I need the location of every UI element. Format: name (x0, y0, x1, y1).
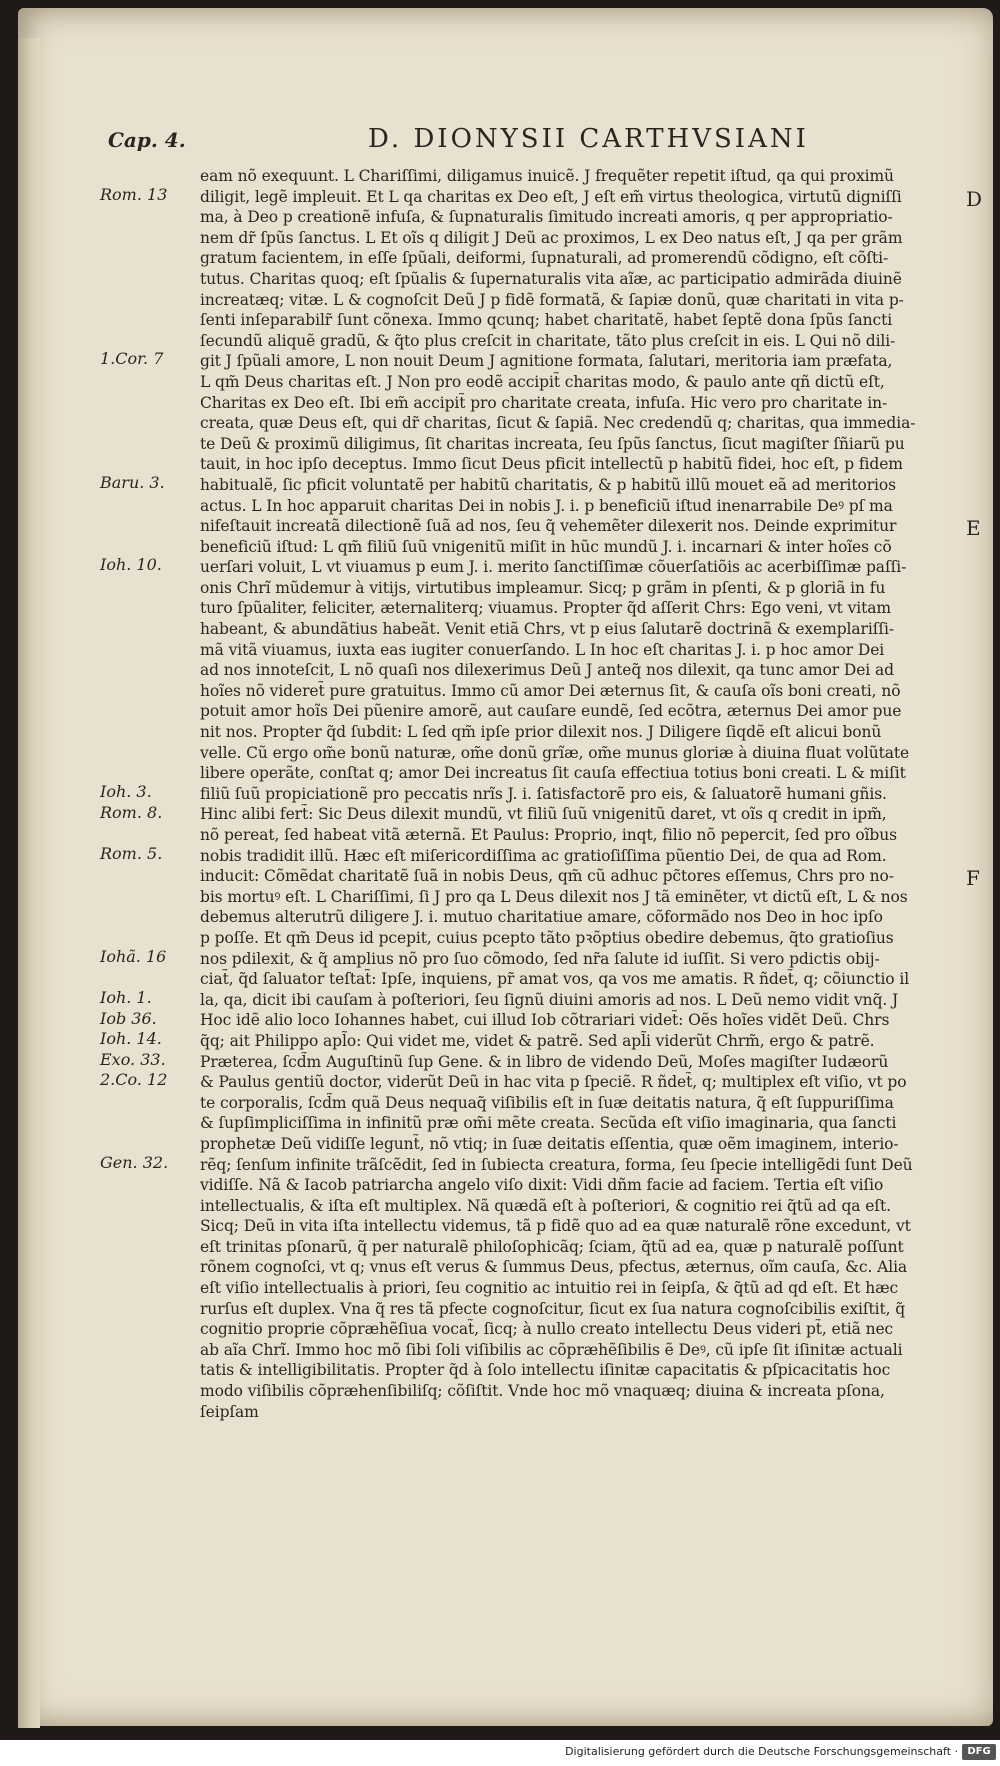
body-text (200, 166, 960, 1422)
text-line: uerſari voluit, L vt viuamus p eum J. i. merito ſanctiſſimæ cõuerſatiõis ac acerbiſſimæ paſſi- (200, 558, 907, 577)
text-line: rõnem cognoſci, vt q; vnus eſt verus & ſummus Deus, pfectus, æternus, oĩm cauſa, &c. Alia (200, 1258, 908, 1277)
margin-reference: Rom. 5. (100, 843, 163, 863)
text-line: ſecundũ aliquẽ gradũ, & q̃to plus creſcit in charitate, tãto plus creſcit in eis. L Qui nõ dili- (200, 331, 896, 350)
text-line: eam nõ exequunt. L Chariſſimi, diligamus inuicẽ. J frequẽter repetit iſtud, qa qui proximũ (200, 167, 894, 185)
text-line: rurſus eſt duplex. Vna q̃ res tã pfecte cognoſcitur, ſicut ex ſua natura cognoſcibilis exiſtit, q̃ (200, 1299, 906, 1318)
text-line: eſt trinitas pſonarũ, q̃ per naturalẽ philoſophicãq; ſciam, q̃tũ ad ea, quæ p naturalẽ poſſunt (200, 1237, 904, 1256)
text-line: actus. L In hoc apparuit charitas Dei in nobis J. i. p beneficiũ iſtud inenarrabile Deꝰ pſ ma (200, 496, 893, 515)
text-line: ciat̃, q̃d ſaluator teſtat̃: Ipſe, inquiens, pr̃ amat vos, qa vos me amatis. R ñdet̃, q; cõiunctio il (200, 970, 910, 989)
text-line: inducit: Cõmẽdat charitatẽ ſuã in nobis Deus, qm̃ cũ adhuc pc̃tores eſſemus, Chrs pro no- (200, 867, 894, 886)
text-line: creata, quæ Deus eſt, qui dr̃ charitas, ſicut & ſapiã. Nec credendũ q; charitas, qua immedia- (200, 414, 916, 433)
text-line: nem dr̃ ſpũs ſanctus. L Et oĩs q diligit J Deũ ac proximos, L ex Deo natus eſt, J qa per grãm (200, 228, 903, 247)
text-line: ſenti inſeparabilr̃ ſunt cõnexa. Immo qcunq; habet charitatẽ, habet ſeptẽ dona ſpũs ſancti (200, 311, 893, 330)
text-line: nifeſtauit increatã dilectionẽ ſuã ad nos, ſeu q̃ vehemẽter dilexerit nos. Deinde exprimitur (200, 517, 897, 536)
chapter-label: Cap. 4. (108, 128, 186, 152)
text-line: bis mortuꝰ eſt. L Chariſſimi, ſi J pro qa L Deus dilexit nos J tã eminẽter, vt dictũ eſt, L & nos (200, 887, 908, 906)
footer-bar (0, 1740, 1000, 1766)
section-letter: E (966, 516, 981, 541)
text-line: L qm̃ Deus charitas eſt. J Non pro eodẽ accipit̃ charitas modo, & paulo ante qñ dictũ eſt, (200, 372, 885, 391)
funding-notice: Digitalisierung gefördert durch die Deutsche Forschungsgemeinschaft · (565, 1745, 958, 1758)
text-line: Sicq; Deũ in vita iſta intellectu videmus, tã p fidẽ quo ad ea quæ naturalẽ rõne excedunt, vt (200, 1217, 911, 1236)
text-line: eſt viſio intellectualis à priori, ſeu cognitio ac intuitio rei in ſeipſa, & q̃tũ ad qd eſt. Et hæc (200, 1279, 899, 1298)
text-line: Hinc alibi fert̃: Sic Deus dilexit mundũ, vt filiũ ſuũ vnigenitũ daret, vt oĩs q credit in ipm̃, (200, 805, 887, 824)
text-line: nõ pereat, ſed habeat vitã æternã. Et Paulus: Proprio, inqt, filio nõ pepercit, ſed pro oĩbus (200, 826, 897, 844)
text-line: intellectualis, & iſta eſt multiplex. Nã quædã eſt à poſteriori, & cognitio rei q̃tũ ad qa eſt. (200, 1196, 891, 1215)
text-line: diligit, legẽ impleuit. Et L qa charitas ex Deo eſt, J eſt em̃ virtus theologica, virtutũ digniſſi (200, 187, 902, 206)
text-line: Præterea, ſcd̃m Auguſtinũ ſup Gene. & in libro de videndo Deũ, Moſes magiſter Iudæorũ (200, 1052, 889, 1071)
text-line: tatis & intelligibilitatis. Propter q̃d à ſolo intellectu iſinitæ capacitatis & pſpicacitatis hoc (200, 1361, 891, 1380)
text-line: increatæq; vitæ. L & cognoſcit Deũ J p fidẽ formatã, & ſapiæ donũ, quæ charitati in vita p- (200, 290, 904, 309)
text-line: beneficiũ iſtud: L qm̃ filiũ ſuũ vnigenitũ miſit in hũc mundũ J. i. incarnari & inter hoĩes cõ (200, 537, 892, 556)
text-line: libere operãte, conſtat q; amor Dei increatus ſit cauſa effectiua totius boni creati. L & miſit (200, 764, 906, 783)
text-line: p poſſe. Et qm̃ Deus id pcepit, cuius pcepto tãto pꝛõptius obedire debemus, q̃to gratioſius (200, 928, 894, 947)
margin-reference: Ioh. 14. (100, 1029, 162, 1049)
text-line: nit nos. Propter q̃d ſubdit: L ſed qm̃ ipſe prior dilexit nos. J Diligere ſiqdẽ eſt alicui bonũ (200, 723, 882, 742)
text-line: ad nos innoteſcit, L nõ quaſi nos dilexerimus Deũ J anteq̃ nos dilexit, qa tunc amor Dei ad (200, 661, 894, 680)
page-edge (18, 38, 40, 1728)
text-line: ab aĩa Chrĩ. Immo hoc mõ ſibi ſoli viſibilis ac cõpræhẽſibilis ẽ Deꝰ, cũ ipſe ſit iſinitæ actuali (200, 1340, 903, 1359)
text-line: tutus. Charitas quoq; eſt ſpũalis & ſupernaturalis vita aĩæ, ac participatio admirãda diuinẽ (200, 269, 902, 288)
text-line: & Paulus gentiũ doctor, viderũt Deũ in hac vita p ſpeciẽ. R ñdet̃, q; multiplex eſt viſio, vt po (200, 1073, 907, 1092)
text-line: te Deũ & proximũ diligimus, ſit charitas increata, ſeu ſpũs ſanctus, ſicut magiſter ſñiarũ pu (200, 434, 905, 453)
text-line: & ſupſimpliciſſima in infinitũ præ om̃i mẽte creata. Secũda eſt viſio imaginaria, qua ſancti (200, 1114, 897, 1133)
text-line: habitualẽ, ſic pficit voluntatẽ per habitũ charitatis, & p habitũ illũ mouet eã ad meritorios (200, 475, 896, 494)
margin-reference: Baru. 3. (100, 473, 165, 492)
page-header (108, 118, 970, 158)
section-letter: D (966, 186, 983, 211)
text-line: la, qa, dicit ibi cauſam à poſteriori, ſeu ſignũ diuini amoris ad nos. L Deũ nemo vidit vnq̃. J (200, 990, 899, 1009)
margin-reference: Rom. 8. (100, 802, 163, 822)
dfg-logo: DFG (962, 1744, 996, 1760)
text-line: gratum facientem, in eſſe ſpũali, deiformi, ſupnaturali, ad promerendũ cõdigno, eſt cõſti- (200, 249, 889, 268)
margin-reference: Ioh. 3. (100, 782, 152, 801)
text-line: te corporalis, ſcd̃m quã Deus nequaq̃ viſibilis eſt in ſuæ deitatis natura, q̃ eſt ſuppuriſſima (200, 1093, 894, 1112)
text-line: rẽq; ſenſum infinite trãſcẽdit, ſed in ſubiecta creatura, forma, ſeu ſpecie intelligẽdi ſunt Deũ (200, 1155, 913, 1174)
text-line: vidiſſe. Nã & Iacob patriarcha angelo viſo dixit: Vidi dñm facie ad faciem. Tertia eſt viſio (200, 1176, 884, 1195)
text-line: nobis tradidit illũ. Hæc eſt miſericordiſſima ac gratioſiſſima pũentio Dei, de qua ad Rom. (200, 846, 887, 865)
text-line: git J ſpũali amore, L non nouit Deum J agnitione formata, ſalutari, meritoria iam præfata, (200, 352, 893, 371)
margin-reference: Rom. 13 (100, 184, 168, 204)
text-line: tauit, in hoc ipſo deceptus. Immo ſicut Deus pficit intellectũ p habitũ fidei, hoc eſt, p fidem (200, 455, 903, 474)
section-letter: F (966, 866, 980, 891)
text-line: prophetæ Deũ vidiſſe legunt̃, nõ vtiq; in ſuæ deitatis eſſentia, quæ oẽm imaginem, interio- (200, 1134, 899, 1153)
margin-reference: Ioh. 1. (100, 988, 152, 1007)
margin-reference: 2.Co. 12 (100, 1070, 168, 1090)
text-line: hoĩes nõ videret̃ pure gratuitus. Immo cũ amor Dei æternus ſit, & cauſa oĩs boni creati, nõ (200, 681, 901, 700)
text-line: Hoc idẽ alio loco Iohannes habet, cui illud Iob cõtrariari videt̃: Oẽs hoĩes vidẽt Deũ. Chrs (200, 1011, 890, 1030)
margin-reference: Exo. 33. (100, 1049, 166, 1069)
text-line: potuit amor hoĩs Dei pũenire amorẽ, aut cauſare eundẽ, ſed ecõtra, æternus Dei amor pue (200, 702, 902, 721)
text-line: ſeipſam (200, 1402, 259, 1421)
margin-reference: Ioh. 10. (100, 555, 162, 575)
text-line: mã vitã viuamus, iuxta eas iugiter conuerſando. L In hoc eſt charitas J. i. p hoc amor Dei (200, 640, 885, 659)
margin-reference: Iohã. 16 (100, 946, 167, 966)
margin-reference: 1.Cor. 7 (100, 349, 164, 369)
text-line: debemus alterutrũ diligere J. i. mutuo charitatiue amare, cõformãdo nos Deo in hoc ipſo (200, 908, 883, 927)
text-line: nos pdilexit, & q̃ amplius nõ pro ſuo cõmodo, ſed nr̃a ſalute id iuſſit. Si vero pdictis obij- (200, 949, 880, 968)
text-line: velle. Cũ ergo om̃e bonũ naturæ, om̃e donũ grĩæ, om̃e munus gloriæ à diuina fluat volũtate (200, 743, 910, 762)
text-line: q̃q; ait Philippo apl̃o: Qui videt me, videt & patrẽ. Sed apl̃i viderũt Chrm̃, ergo & patrẽ. (200, 1031, 875, 1050)
text-line: onis Chrĩ mũdemur à vitijs, virtutibus impleamur. Sicq; p grãm in pſenti, & p gloriã in fu (200, 578, 886, 597)
margin-reference: Gen. 32. (100, 1152, 169, 1172)
text-line: habeant, & abundãtius habeãt. Venit etiã Chrs, vt p eius ſalutarẽ doctrinã & exemplariſſi- (200, 620, 894, 639)
margin-reference: Iob 36. (100, 1008, 157, 1028)
text-line: modo viſibilis cõpræhenſibiliſq; cõſiſtit. Vnde hoc mõ vnaquæq; diuina & increata pſona, (200, 1382, 885, 1401)
text-line: cognitio proprie cõpræhẽſiua vocat̃, ſicq; à nullo creato intellectu Deus videri pt̃, etiã nec (200, 1320, 894, 1339)
running-head: D. DIONYSII CARTHVSIANI (368, 124, 809, 154)
text-line: ma, à Deo p creationẽ infuſa, & ſupnaturalis ſimitudo increati amoris, q per appropriatio- (200, 208, 893, 227)
text-line: filiũ ſuũ propiciationẽ pro peccatis nrĩs J. i. ſatisfactorẽ pro eis, & ſaluatorẽ humani gñis. (200, 784, 887, 803)
text-line: Charitas ex Deo eſt. Ibi em̃ accipit̃ pro charitate creata, infuſa. Hic vero pro charitate in- (200, 393, 888, 412)
text-line: turo ſpũaliter, feliciter, æternaliterq; viuamus. Propter q̃d aſſerit Chrs: Ego veni, vt vitam (200, 599, 891, 618)
